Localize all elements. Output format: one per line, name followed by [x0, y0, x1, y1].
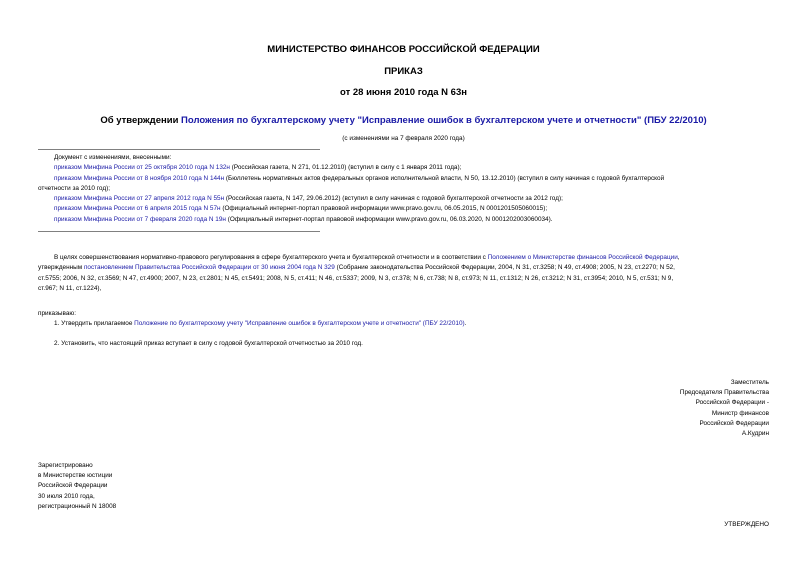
change-text-1: (Российская газета, N 271, 01.12.2010) (вступил в силу с 1 января 2011 года);	[229, 164, 462, 172]
preamble-text-2: ,	[677, 254, 680, 261]
registration-line: Зарегистрировано	[38, 462, 93, 469]
change-link-3[interactable]: приказом Минфина России от 27 апреля 2012 года N 55н	[54, 195, 225, 203]
registration-line: 30 июля 2010 года,	[38, 492, 95, 500]
change-text-4: (Официальный интернет-портал правовой информации www.pravo.gov.ru, 06.05.2015, N 0001201505060015);	[220, 205, 548, 213]
doc-type-heading: ПРИКАЗ	[384, 66, 423, 77]
government-decree-link[interactable]: постановлением Правительства Российской Федерации от 30 июня 2004 года N 329	[83, 264, 335, 272]
order-item-2: 2. Установить, что настоящий приказ вступает в силу с годовой бухгалтерской отчетностью за 2010 год.	[54, 340, 363, 347]
registration-line: в Министерстве юстиции	[38, 472, 113, 480]
divider-bottom	[38, 231, 320, 232]
order-item-1-post: .	[464, 320, 467, 327]
pbu-regulation-link[interactable]: Положение по бухгалтерскому учету "Исправление ошибок в бухгалтерском учете и отчетности" (ПБУ 22/2010)	[134, 320, 465, 327]
preamble-text-3: утвержденным	[38, 264, 84, 272]
preamble-line-1	[38, 253, 773, 263]
preamble-text-4: (Собрание законодательства Российской Федерации, 2004, N 31, ст.3258; N 49, ст.4908; 2005, N 23, ст.2270; N 52,	[334, 264, 675, 272]
changes-intro: Документ с изменениями, внесенными:	[54, 154, 172, 161]
signature-line: Заместитель	[730, 379, 769, 386]
change-link-2[interactable]: приказом Минфина России от 8 ноября 2010 года N 144н	[54, 174, 225, 182]
doc-title-prefix: Об утверждении	[100, 115, 182, 126]
order-item-1-pre: 1. Утвердить прилагаемое	[54, 320, 135, 327]
change-text-3: (Российская газета, N 147, 29.06.2012) (вступил в силу начиная с годовой бухгалтерской отчетности за 2012 год);	[224, 195, 563, 203]
doc-date-number: от 28 июня 2010 года N 63н	[340, 87, 467, 98]
signature-line: Российской Федерации	[699, 419, 769, 427]
change-item-5	[54, 215, 774, 225]
preamble-text-1: В целях совершенствования нормативно-правового регулирования в сфере бухгалтерского учета и бухгалтерской отчетности и в соответствии с	[54, 254, 488, 261]
ministry-regulation-link[interactable]: Положением о Министерстве финансов Российской Федерации	[487, 254, 678, 261]
preamble	[38, 253, 773, 294]
registration-line: Российской Федерации	[38, 482, 108, 490]
signature-line: А.Кудрин	[741, 430, 769, 438]
signature-line: Российской Федерации -	[695, 399, 769, 407]
change-link-4[interactable]: приказом Минфина России от 6 апреля 2015 года N 57н	[54, 205, 221, 213]
change-item-3	[54, 194, 774, 204]
change-item-4	[54, 204, 774, 214]
change-item-2-cont: отчетности за 2010 год);	[38, 184, 110, 192]
order-word: приказываю:	[38, 310, 76, 317]
signature-line: Министр финансов	[711, 409, 769, 417]
divider-top	[38, 149, 320, 150]
change-link-5[interactable]: приказом Минфина России от 7 февраля 2020 года N 19н	[54, 215, 226, 223]
change-text-2: (Бюллетень нормативных актов федеральных органов исполнительной власти, N 50, 13.12.2010) (вступил в силу начиная с годовой бухгалтерской	[224, 174, 665, 182]
revision-note: (с изменениями на 7 февраля 2020 года)	[342, 135, 465, 142]
registration-line: регистрационный N 18008	[38, 502, 117, 510]
approved-stamp: УТВЕРЖДЕНО	[724, 521, 769, 528]
ministry-heading: МИНИСТЕРСТВО ФИНАНСОВ РОССИЙСКОЙ ФЕДЕРАЦИИ	[267, 44, 540, 55]
preamble-line-3: ст.5755; 2006, N 32, ст.3569; N 47, ст.4900; 2007, N 23, ст.2801; N 45, ст.5491; 2008, N 5, ст.411; N 46, ст.5337; 2009, N 3, ст.378; N 6, ст.738; N 8, ст.973; N 11, ст.1312; N 26, ст.3212; N 31, ст.3954; 2010, N 5, ст.531; N 9,	[38, 274, 674, 282]
change-item-2	[54, 174, 774, 184]
order-item-1	[54, 319, 466, 329]
signature-block	[680, 378, 769, 439]
change-link-1[interactable]: приказом Минфина России от 25 октября 2010 года N 132н	[54, 164, 230, 172]
preamble-line-4: ст.967; N 11, ст.1224),	[38, 284, 102, 292]
doc-title	[0, 115, 807, 126]
change-text-5: (Официальный интернет-портал правовой информации www.pravo.gov.ru, 06.03.2020, N 0001202003060034).	[225, 215, 553, 223]
changes-block	[38, 153, 774, 225]
registration-block	[38, 461, 116, 512]
doc-title-link[interactable]: Положения по бухгалтерскому учету "Исправление ошибок в бухгалтерском учете и отчетности" (ПБУ 22/2010)	[181, 115, 707, 126]
change-item-1	[54, 163, 774, 173]
preamble-line-2	[38, 263, 773, 273]
signature-line: Председателя Правительства	[679, 389, 769, 397]
